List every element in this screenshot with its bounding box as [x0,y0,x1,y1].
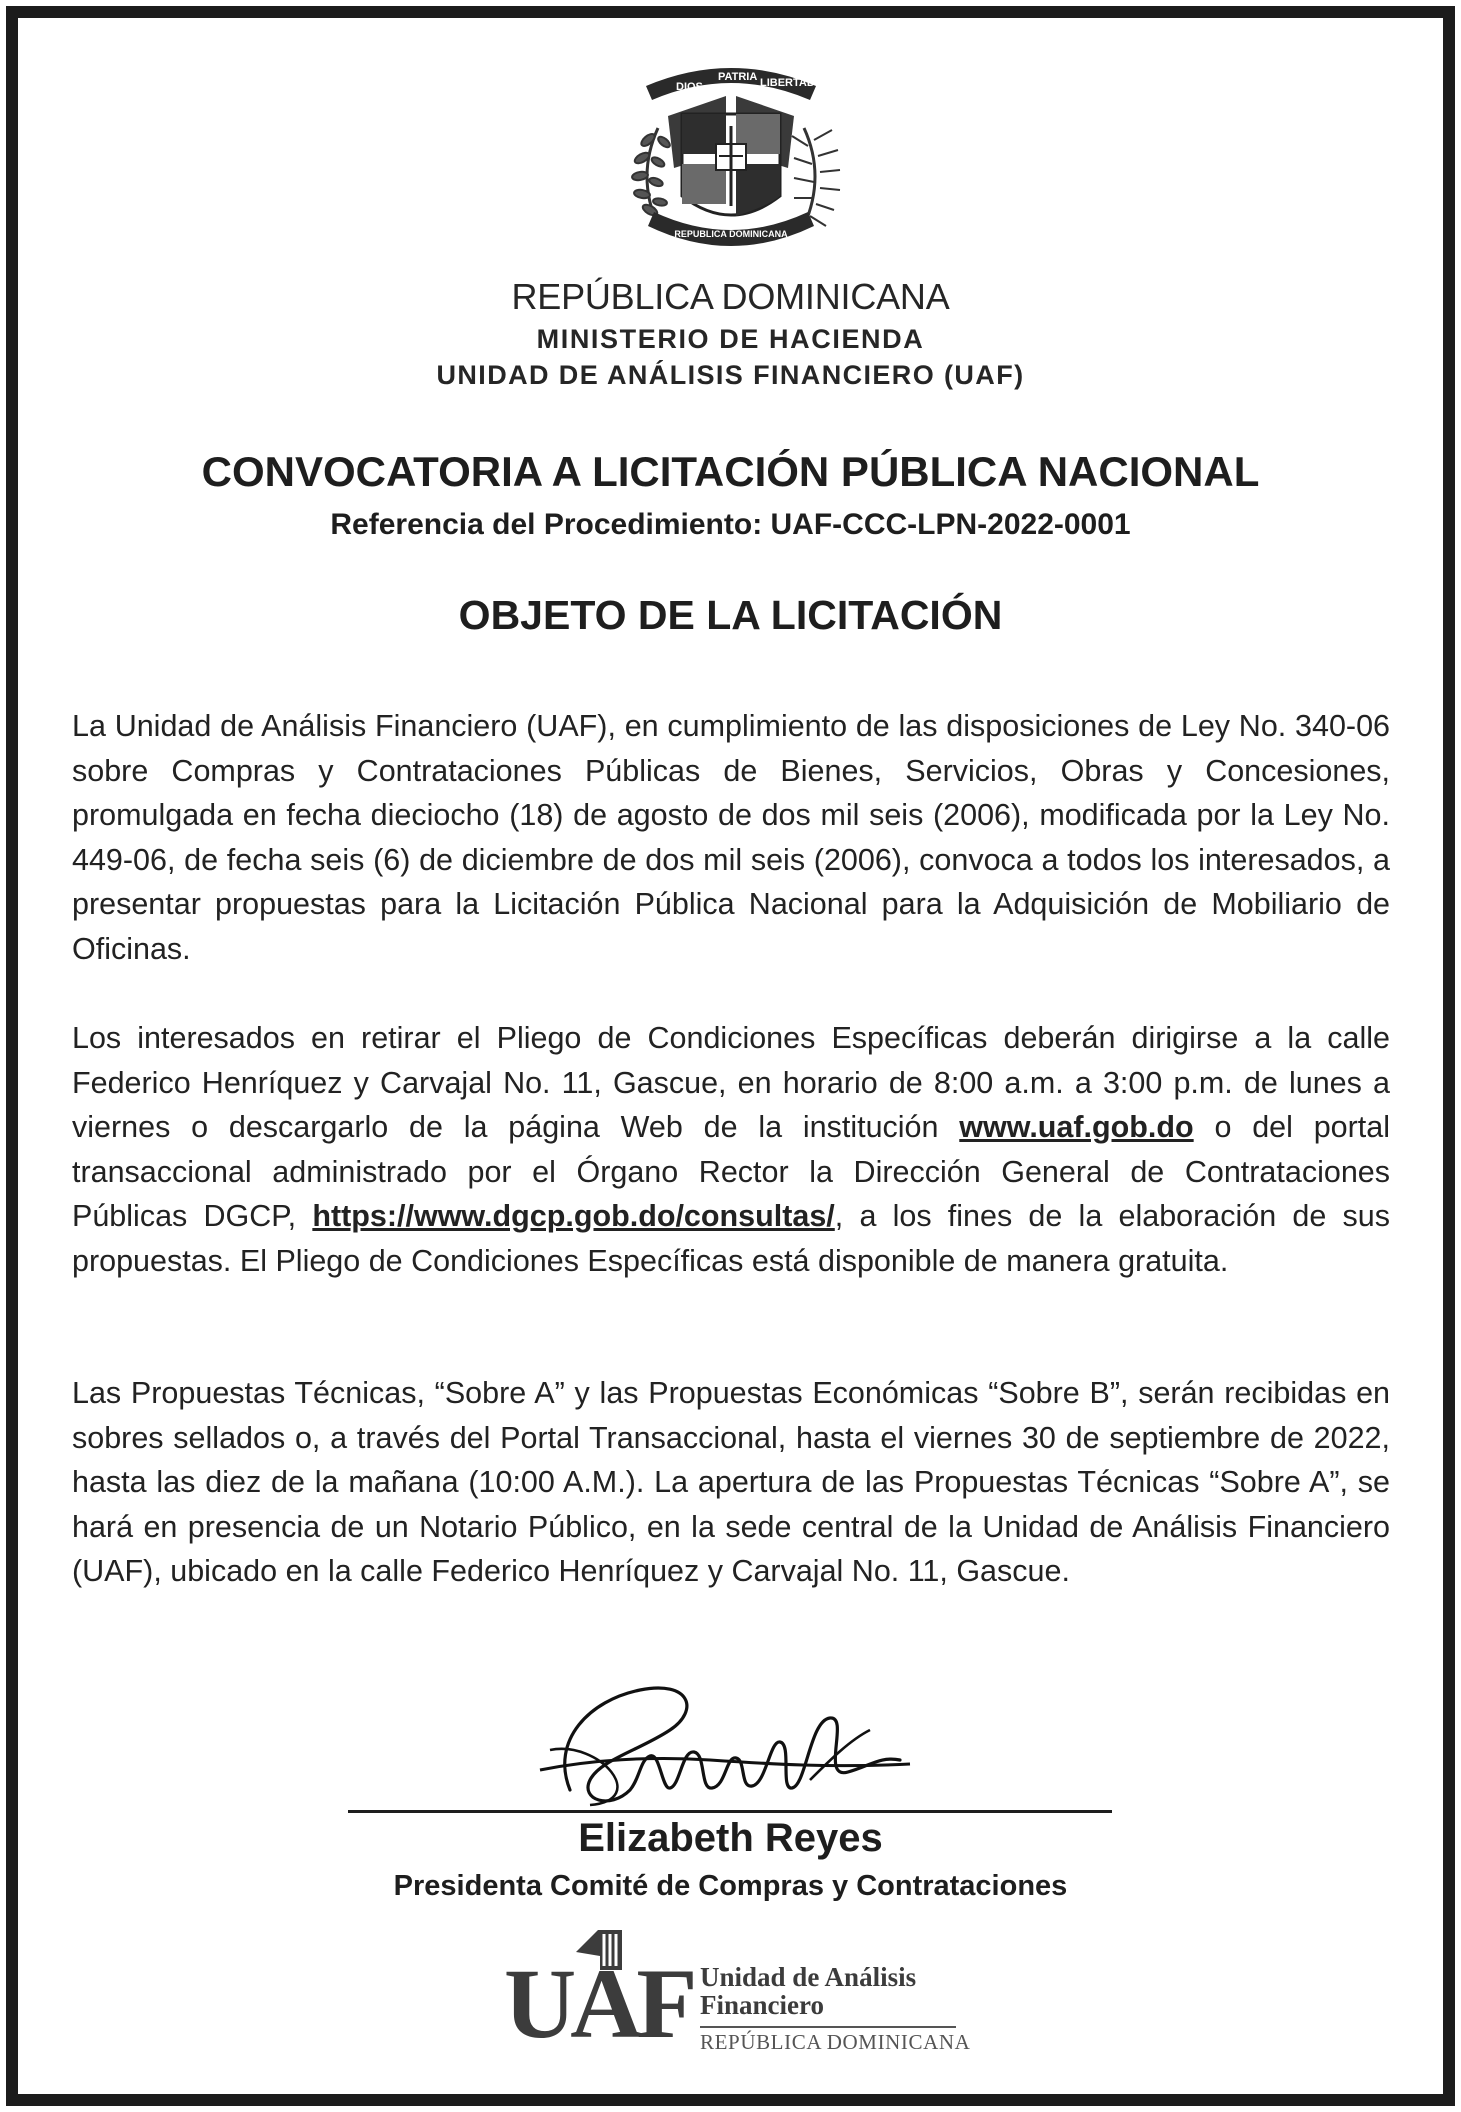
signature-line [348,1810,1112,1813]
uaf-website-link[interactable]: www.uaf.gob.do [959,1110,1194,1144]
paragraph-objective: La Unidad de Análisis Financiero (UAF), en cumplimiento de las disposiciones de Ley No. 340-06 sobre Compras y Contrataciones Públicas de Bienes, Servicios, Obras y Concesiones, promulgada en fecha dieciocho (18) de agosto de dos mil seis (2006), modificada por la Ley No. 449-06, de fecha seis (6) de diciembre de dos mil seis (2006), convoca a todos los interesados, a presentar propuestas para la Licitación Pública Nacional para la Adquisición de Mobiliario de Oficinas. [72,709,1390,966]
paragraph-instructions [72,1016,1390,1283]
signatory-name: Elizabeth Reyes [578,1816,883,1860]
paragraph-text: Los interesados en retirar el Pliego de Condiciones Específicas deberán dirigirse a la calle Federico Henríquez y Carvajal No. 11, Gascue, en horario de 8:00 a.m. a 3:00 p.m. de lunes a viernes o descargarlo de la página Web de la institución [72,1021,1390,1144]
dgcp-consultas-link[interactable]: https://www.dgcp.gob.do/consultas/ [312,1199,835,1233]
notice-title: CONVOCATORIA A LICITACIÓN PÚBLICA NACIONAL [201,448,1260,495]
svg-text:REPUBLICA DOMINICANA: REPUBLICA DOMINICANA [674,229,788,239]
section-title: OBJETO DE LA LICITACIÓN [458,592,1003,638]
unit-name: UNIDAD DE ANÁLISIS FINANCIERO (UAF) [436,360,1025,390]
logo-unit-name-line1: Unidad de Análisis [700,1962,917,1992]
logo-divider [700,2026,956,2028]
country-name: REPÚBLICA DOMINICANA [511,276,950,317]
handwritten-signature [530,1660,930,1830]
paragraph-text: , a los fines de la elaboración de sus propuestas. El Pliego de Condiciones Específicas está disponible de manera gratuita. [72,1199,1390,1278]
paragraph-text: o del portal transaccional administrado por el Órgano Rector la Dirección General de Contrataciones Públicas DGCP, [72,1110,1390,1233]
uaf-logo [504,1926,971,2059]
paragraph-submission: Las Propuestas Técnicas, “Sobre A” y las Propuestas Económicas “Sobre B”, serán recibidas en sobres sellados o, a través del Portal Transaccional, hasta el viernes 30 de septiembre de 2022, hasta las diez de la mañana (10:00 A.M.). La apertura de las Propuestas Técnicas “Sobre A”, se hará en presencia de un Notario Público, en la sede central de la Unidad de Análisis Financiero (UAF), ubicado en la calle Federico Henríquez y Carvajal No. 11, Gascue. [72,1376,1390,1588]
logo-unit-name-line2: Financiero [700,1990,824,2020]
signatory-role: Presidenta Comité de Compras y Contrataciones [393,1870,1068,1902]
logo-wordmark: UAF [504,1948,692,2059]
logo-country: REPÚBLICA DOMINICANA [700,2030,971,2054]
coat-of-arms-seal [618,56,844,266]
procedure-reference: Referencia del Procedimiento: UAF-CCC-LPN-2022-0001 [330,508,1131,541]
svg-text:DIOS PATRIA LIBERT: DIOS PATRIA LIBERTAD [676,71,815,93]
ministry-name: MINISTERIO DE HACIENDA [536,324,925,354]
